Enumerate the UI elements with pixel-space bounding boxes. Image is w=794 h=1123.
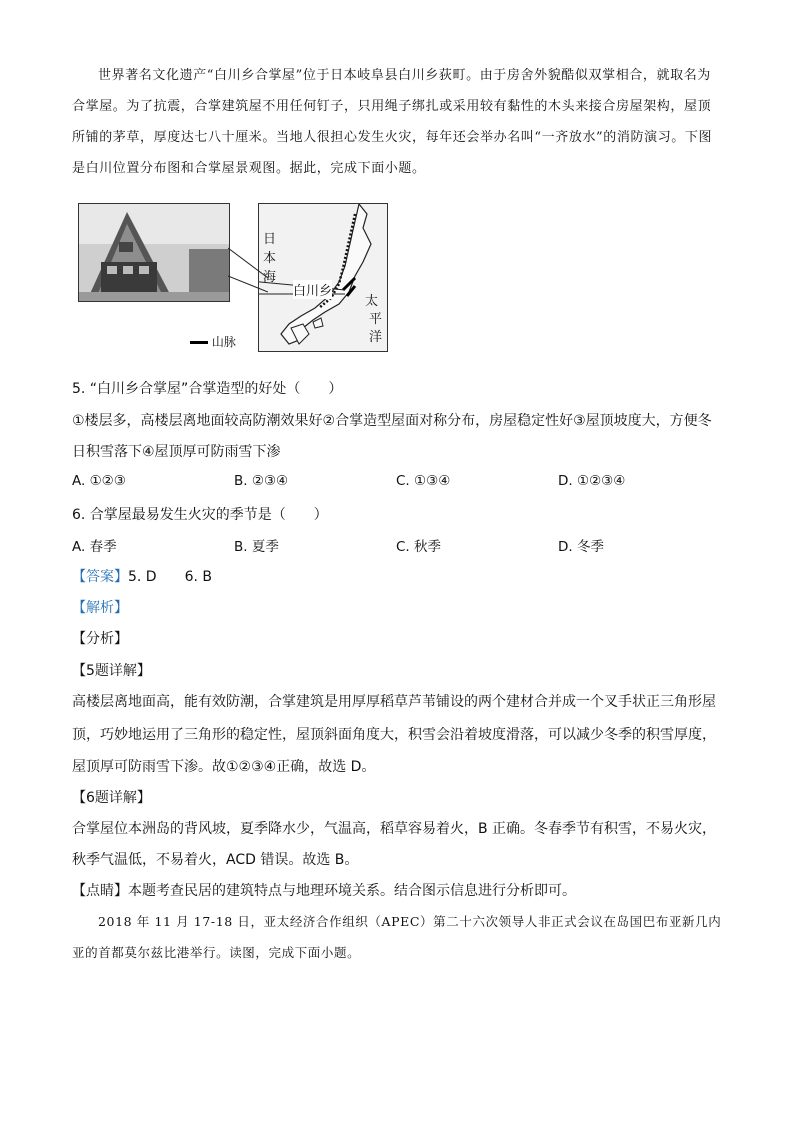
mountain-legend-icon <box>190 341 208 344</box>
detail-5-line1: 高楼层离地面高，能有效防潮，合掌建筑是用厚厚稻草芦苇铺设的两个建材合并成一个叉手状正三角形屋 <box>72 694 716 710</box>
dianjing-tag: 【点睛】 <box>72 883 128 899</box>
detail-6-line1: 合掌屋位本洲岛的背风坡，夏季降水少，气温高，稻草容易着火，B 正确。冬春季节有积雪，不易火灾， <box>72 821 717 837</box>
detail-5-line2: 顶，巧妙地运用了三角形的稳定性，屋顶斜面角度大，积雪会沿着坡度滑落，可以减少冬季的积雪厚度， <box>72 727 716 743</box>
detail-5-label: 【5题详解】 <box>72 663 151 679</box>
question-5-option-d: D. ①②③④ <box>558 473 626 489</box>
dianjing-line <box>72 880 576 900</box>
map-legend <box>190 333 236 350</box>
map-label-pacific-3: 洋 <box>369 330 383 345</box>
map-label-sea-of-japan: 日本海 <box>263 232 277 285</box>
question-5-statement-line1: ①楼层多，高楼层离地面较高防潮效果好②合掌造型屋面对称分布，房屋稳定性好③屋顶坡度大，方便冬 <box>72 413 712 429</box>
question-5-option-a: A. ①②③ <box>72 473 126 489</box>
question-6-option-c: C. 秋季 <box>396 539 442 555</box>
question-5-option-c: C. ①③④ <box>396 473 451 489</box>
question-5-statement-line2: 日积雪落下④屋顶厚可防雨雪下渗 <box>72 444 281 460</box>
map-label-baichuan: 白川乡 <box>293 280 332 299</box>
answer-line <box>72 566 212 586</box>
question-6-option-b: B. 夏季 <box>234 539 279 555</box>
question-6-stem: 6. 合掌屋最易发生火灾的季节是（ ） <box>72 507 328 523</box>
detail-6-line2: 秋季气温低，不易着火，ACD 错误。故选 B。 <box>72 852 359 868</box>
next-intro-paragraph: 2018 年 11 月 17-18 日，亚太经济合作组织（APEC）第二十六次领导人非正式会议在岛国巴布亚新几内亚的首都莫尔兹比港举行。读图，完成下面小题。 <box>72 914 722 960</box>
map-label-pacific-1: 太 <box>365 294 379 309</box>
question-5-option-b: B. ②③④ <box>234 473 289 489</box>
detail-6-label: 【6题详解】 <box>72 790 151 806</box>
fenxi-label: 【分析】 <box>72 631 128 647</box>
japan-location-map <box>258 203 388 352</box>
gassho-house-photo <box>78 203 230 302</box>
detail-5-line3: 屋顶厚可防雨雪下渗。故①②③④正确，故选 D。 <box>72 759 376 775</box>
question-6-option-a: A. 春季 <box>72 539 117 555</box>
photo-map-connector <box>228 240 268 300</box>
question-5-stem: 5. “白川乡合掌屋”合掌造型的好处（ ） <box>72 381 343 397</box>
legend-label-mountain: 山脉 <box>211 335 236 349</box>
intro-paragraph: 世界著名文化遗产“白川乡合掌屋”位于日本岐阜县白川乡荻町。由于房舍外貌酷似双掌相合，就取名为合掌屋。为了抗震，合掌建筑屋不用任何钉子，只用绳子绑扎或采用较有黏性的木头来接合房屋架构，屋顶所铺的茅草，厚度达七八十厘米。当地人很担心发生火灾，每年还会举办名叫“一齐放水”的消防演习。下图是白川位置分布图和合掌屋景观图。据此，完成下面小题。 <box>72 68 713 176</box>
answer-tag: 【答案】 <box>72 569 128 585</box>
answer-text: 5. D 6. B <box>128 569 212 585</box>
map-label-pacific-2: 平 <box>369 312 383 327</box>
question-6-option-d: D. 冬季 <box>558 539 604 555</box>
jiexi-tag: 【解析】 <box>72 600 128 616</box>
dianjing-text: 本题考查民居的建筑特点与地理环境关系。结合图示信息进行分析即可。 <box>128 883 576 899</box>
